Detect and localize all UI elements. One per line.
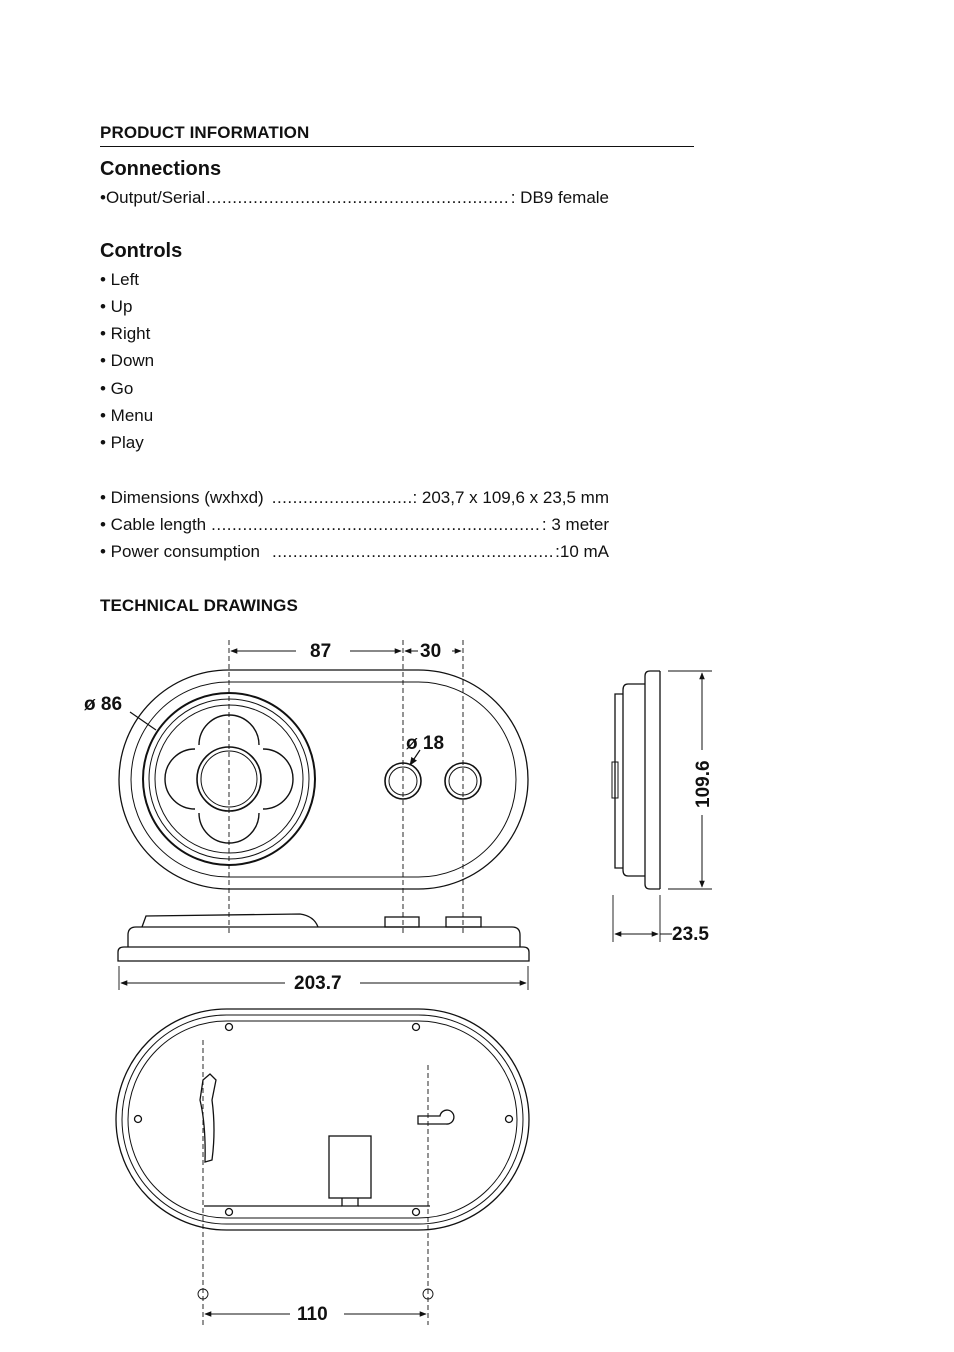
dim-110-label: 110	[297, 1304, 328, 1325]
control-item-menu: • Menu	[100, 406, 154, 425]
front-view	[119, 670, 528, 889]
section-heading-technical-drawings: TECHNICAL DRAWINGS	[100, 596, 298, 615]
control-item-up: • Up	[100, 297, 133, 316]
spec-label: •Output/Serial	[100, 188, 206, 207]
spec-value: : 203,7 x 109,6 x 23,5 mm	[412, 488, 609, 507]
profile-view	[612, 671, 660, 889]
spec-value: :10 mA	[555, 542, 609, 561]
section-heading-product-information: PRODUCT INFORMATION	[100, 123, 310, 142]
dim-dia86-label: ø 86	[84, 694, 123, 715]
connections-heading: Connections	[100, 158, 222, 180]
spec-label: • Dimensions (wxhxd)	[100, 488, 264, 507]
spec-label: • Cable length	[100, 515, 207, 534]
dim-23-label: 23.5	[672, 924, 709, 945]
control-item-right: • Right	[100, 324, 151, 343]
dim-109-label: 109.6	[693, 760, 714, 808]
control-item-play: • Play	[100, 433, 144, 452]
dim-30-label: 30	[420, 641, 442, 662]
spec-value: : 3 meter	[541, 515, 609, 534]
control-item-down: • Down	[100, 351, 155, 370]
bottom-edge-view	[118, 914, 529, 961]
back-view	[116, 1009, 529, 1230]
control-item-left: • Left	[100, 270, 140, 289]
spec-label: • Power consumption	[100, 542, 260, 561]
dim-203-label: 203.7	[294, 973, 342, 994]
control-item-go: • Go	[100, 379, 134, 398]
spec-value: : DB9 female	[510, 188, 609, 207]
dim-dia18-label: ø 18	[406, 733, 445, 754]
dim-87-label: 87	[310, 641, 332, 662]
controls-heading: Controls	[100, 240, 183, 262]
centre-lines	[229, 640, 463, 935]
